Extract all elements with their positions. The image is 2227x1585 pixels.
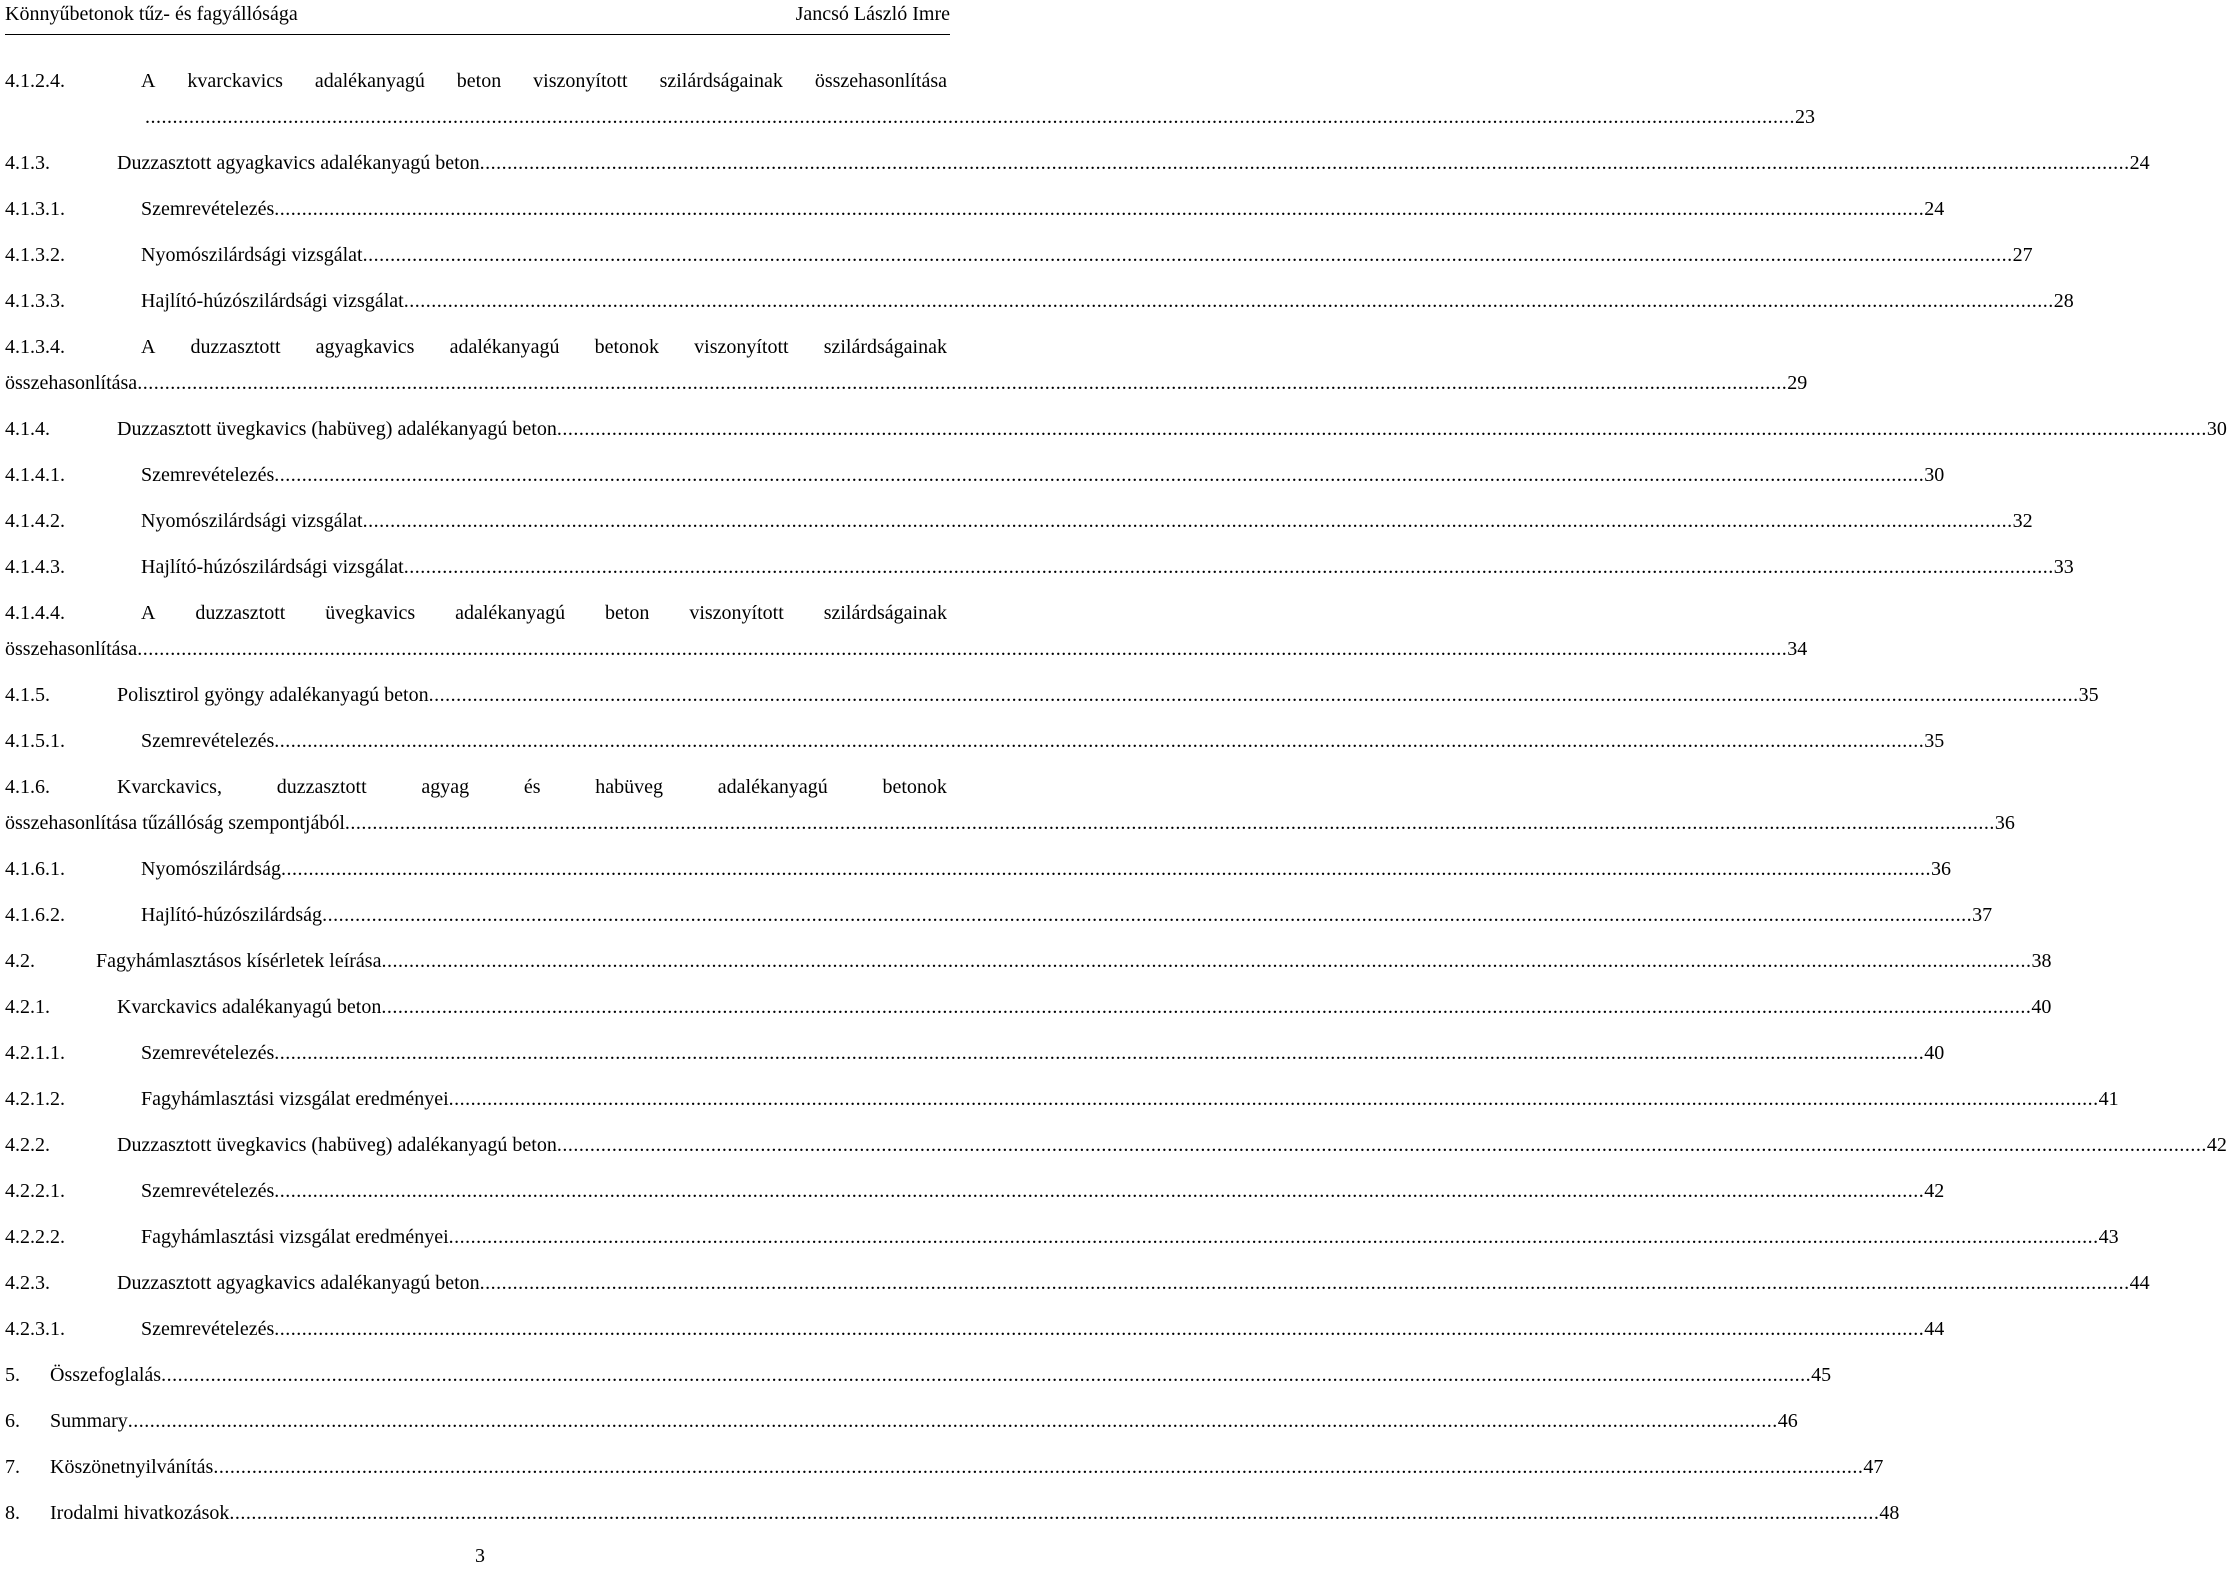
toc-entry[interactable] — [5, 148, 2150, 178]
toc-entry-title-word: kvarckavics — [187, 70, 283, 92]
header-author: Jancsó László Imre — [795, 3, 950, 25]
toc-leader-dots: ............................................................................................................................................................................................................................................................................................................ — [556, 1134, 2207, 1156]
toc-entry-page: 40 — [2031, 996, 2052, 1018]
toc-entry-number: 4.1.4.3. — [5, 556, 65, 578]
toc-entry-page: 36 — [1930, 858, 1951, 880]
toc-leader-dots: ............................................................................................................................................................................................................................................................................................................ — [403, 290, 2054, 312]
toc-leader-dots: ............................................................................................................................................................................................................................................................................................................ — [322, 904, 1973, 926]
toc-entry-title: Szemrevételezés — [141, 730, 275, 752]
toc-entry-title: Summary — [50, 1410, 128, 1432]
toc-leader-dots: ............................................................................................................................................................................................................................................................................................................ — [428, 684, 2079, 706]
toc-entry-title-word: A — [141, 336, 156, 358]
toc-entry-title: Szemrevételezés — [141, 1180, 275, 1202]
toc-entry-title-word: beton — [456, 70, 502, 92]
toc-entry-title: Nyomószilárdság — [141, 858, 281, 880]
toc-entry-title-continuation: összehasonlítása — [5, 638, 138, 660]
toc-entry-number: 4.1.4. — [5, 418, 50, 440]
toc-entry[interactable] — [5, 1498, 1900, 1528]
toc-entry-number: 4.2.2. — [5, 1134, 50, 1156]
toc-entry-title: Nyomószilárdsági vizsgálat — [141, 244, 363, 266]
toc-entry[interactable] — [5, 286, 2074, 316]
toc-leader-dots: ............................................................................................................................................................................................................................................................................................................ — [161, 1364, 1812, 1386]
toc-entry-number: 4.1.5. — [5, 684, 50, 706]
toc-entry-title-word: üvegkavics — [325, 602, 416, 624]
toc-entry[interactable] — [5, 992, 2052, 1022]
toc-leader-dots: ............................................................................................................................................................................................................................................................................................................ — [274, 730, 1925, 752]
toc-entry[interactable] — [5, 240, 2033, 270]
toc-entry-number: 7. — [5, 1456, 20, 1478]
toc-entry-page: 33 — [2053, 556, 2074, 578]
toc-entry-number: 4.2.2.2. — [5, 1226, 65, 1248]
toc-entry-number: 4.2.2.1. — [5, 1180, 65, 1202]
toc-leader-dots: ............................................................................................................................................................................................................................................................................................................ — [137, 638, 1788, 660]
toc-entry-title-word: összehasonlítása — [814, 70, 947, 92]
toc-leader-dots: ............................................................................................................................................................................................................................................................................................................ — [362, 244, 2013, 266]
toc-leader-dots: ............................................................................................................................................................................................................................................................................................................ — [381, 950, 2032, 972]
toc-entry-title-word: adalékanyagú — [717, 776, 828, 798]
toc-entry[interactable] — [5, 772, 947, 802]
toc-entry[interactable] — [5, 194, 1945, 224]
toc-entry-number: 4.1.6.1. — [5, 858, 65, 880]
toc-entry-title-word: viszonyított — [694, 336, 789, 358]
toc-entry[interactable] — [5, 460, 1945, 490]
toc-entry-title-word: adalékanyagú — [455, 602, 566, 624]
toc-entry-title: Irodalmi hivatkozások — [50, 1502, 230, 1524]
toc-entry-page: 32 — [2012, 510, 2033, 532]
toc-entry-title-word: viszonyított — [689, 602, 784, 624]
toc-entry-page: 30 — [2206, 418, 2227, 440]
toc-leader-dots: ............................................................................................................................................................................................................................................................................................................ — [229, 1502, 1880, 1524]
toc-entry-title: Fagyhámlasztási vizsgálat eredményei — [141, 1226, 449, 1248]
toc-entry-title: Szemrevételezés — [141, 198, 275, 220]
toc-entry-title-word: Kvarckavics, — [117, 776, 222, 798]
toc-entry-number: 6. — [5, 1410, 20, 1432]
toc-entry-title-word: szilárdságainak — [823, 336, 947, 358]
toc-entry-title-word: A — [141, 602, 156, 624]
toc-entry-title — [141, 332, 947, 362]
toc-entry[interactable] — [5, 1452, 1884, 1482]
toc-entry-title-word: adalékanyagú — [314, 70, 425, 92]
toc-leader-dots: ............................................................................................................................................................................................................................................................................................................ — [448, 1226, 2099, 1248]
toc-entry[interactable] — [5, 900, 1993, 930]
toc-entry-page: 44 — [1924, 1318, 1945, 1340]
toc-entry-page: 23 — [1795, 106, 1815, 128]
toc-entry-number: 4.1.4.2. — [5, 510, 65, 532]
toc-entry-number: 4.1.6.2. — [5, 904, 65, 926]
toc-leader-dots: ............................................................................................................................................................................................................................................................................................................ — [479, 1272, 2130, 1294]
toc-entry-number: 4.1.5.1. — [5, 730, 65, 752]
toc-entry-title-word: és — [523, 776, 541, 798]
toc-entry-number: 4.2.1.2. — [5, 1088, 65, 1110]
toc-entry[interactable] — [5, 332, 947, 362]
toc-entry-title-word: agyagkavics — [315, 336, 415, 358]
toc-entry-page: 42 — [2206, 1134, 2227, 1156]
toc-leader-dots: ............................................................................................................................................................................................................................................................................................................ — [274, 1318, 1925, 1340]
toc-entry-number: 4.1.3.1. — [5, 198, 65, 220]
toc-leader-dots: ............................................................................................................................................................................................................................................................................................................ — [274, 1180, 1925, 1202]
toc-leader-dots: ............................................................................................................................................................................................................................................................................................................ — [274, 1042, 1925, 1064]
toc-entry-page: 24 — [2129, 152, 2150, 174]
toc-entry[interactable] — [5, 726, 1945, 756]
toc-entry-title: Duzzasztott agyagkavics adalékanyagú beton — [117, 152, 480, 174]
toc-entry-title: Hajlító-húzószilárdság — [141, 904, 323, 926]
toc-entry-page: 24 — [1924, 198, 1945, 220]
toc-leader-dots: ............................................................................................................................................................................................................................................................................................................ — [556, 418, 2207, 440]
toc-entry-title-word: beton — [604, 602, 650, 624]
toc-entry-continuation[interactable] — [5, 102, 1815, 132]
toc-entry-page: 45 — [1811, 1364, 1832, 1386]
toc-leader-dots: ............................................................................................................................................................................................................................................................................................................ — [137, 372, 1788, 394]
toc-entry-title: Fagyhámlasztásos kísérletek leírása — [96, 950, 382, 972]
toc-entry-title-word: habüveg — [595, 776, 664, 798]
toc-entry-page: 40 — [1924, 1042, 1945, 1064]
toc-entry-continuation[interactable] — [5, 634, 1808, 664]
toc-entry[interactable] — [5, 1130, 2227, 1160]
toc-entry-title: Hajlító-húzószilárdsági vizsgálat — [141, 556, 404, 578]
toc-entry-title: Nyomószilárdsági vizsgálat — [141, 510, 363, 532]
toc-entry-title-word: duzzasztott — [190, 336, 281, 358]
toc-entry-title-continuation: összehasonlítása tűzállóság szempontjából — [5, 812, 345, 834]
toc-leader-dots: ............................................................................................................................................................................................................................................................................................................ — [274, 198, 1925, 220]
toc-entry-number: 4.2.1.1. — [5, 1042, 65, 1064]
toc-entry-page: 48 — [1879, 1502, 1900, 1524]
toc-leader-dots: ............................................................................................................................................................................................................................................................................................................ — [448, 1088, 2099, 1110]
toc-leader-dots: ............................................................................................................................................................................................................................................................................................................ — [274, 464, 1925, 486]
toc-entry-title: Polisztirol gyöngy adalékanyagú beton — [117, 684, 429, 706]
toc-entry[interactable] — [5, 552, 2074, 582]
toc-entry-number: 4.2. — [5, 950, 35, 972]
toc-leader-dots: ............................................................................................................................................................................................................................................................................................................ — [213, 1456, 1864, 1478]
toc-entry-title-continuation: összehasonlítása — [5, 372, 138, 394]
toc-entry-number: 4.2.3.1. — [5, 1318, 65, 1340]
toc-entry[interactable] — [5, 1222, 2119, 1252]
toc-entry-number: 5. — [5, 1364, 20, 1386]
toc-entry[interactable] — [5, 1084, 2119, 1114]
toc-entry-number: 4.1.3. — [5, 152, 50, 174]
toc-entry-title: Fagyhámlasztási vizsgálat eredményei — [141, 1088, 449, 1110]
toc-entry-page: 29 — [1787, 372, 1808, 394]
toc-entry-page: 46 — [1777, 1410, 1798, 1432]
toc-entry-number: 4.2.3. — [5, 1272, 50, 1294]
toc-entry-title: Kvarckavics adalékanyagú beton — [117, 996, 382, 1018]
toc-entry-page: 35 — [2078, 684, 2099, 706]
toc-entry-title-word: duzzasztott — [276, 776, 367, 798]
toc-entry[interactable] — [5, 414, 2227, 444]
toc-entry-title-word: adalékanyagú — [449, 336, 560, 358]
toc-leader-dots: ............................................................................................................................................................................................................................................................................................................ — [403, 556, 2054, 578]
toc-leader-dots: ............................................................................................................................................................................................................................................................................................................ — [479, 152, 2130, 174]
toc-entry-page: 42 — [1924, 1180, 1945, 1202]
toc-entry-number: 4.1.4.1. — [5, 464, 65, 486]
toc-leader-dots: ............................................................................................................................................................................................................................................................................................................ — [145, 106, 1795, 128]
toc-entry-number: 4.2.1. — [5, 996, 50, 1018]
toc-entry-page: 34 — [1787, 638, 1808, 660]
toc-entry-title: Duzzasztott üvegkavics (habüveg) adalékanyagú beton — [117, 1134, 557, 1156]
toc-entry-number: 4.1.6. — [5, 776, 50, 798]
toc-entry-page: 36 — [1994, 812, 2015, 834]
toc-entry-number: 4.1.3.4. — [5, 336, 65, 358]
toc-entry-page: 37 — [1972, 904, 1993, 926]
toc-entry[interactable] — [5, 1176, 1945, 1206]
toc-entry[interactable] — [5, 1360, 1832, 1390]
toc-entry[interactable] — [5, 66, 947, 96]
page-header — [5, 0, 950, 35]
toc-entry-title: Köszönetnyilvánítás — [50, 1456, 214, 1478]
toc-entry-title — [141, 598, 947, 628]
toc-entry[interactable] — [5, 1406, 1798, 1436]
toc-entry[interactable] — [5, 1268, 2150, 1298]
toc-entry-title-word: betonok — [594, 336, 660, 358]
toc-entry[interactable] — [5, 680, 2099, 710]
toc-entry-title: Szemrevételezés — [141, 1318, 275, 1340]
toc-leader-dots: ............................................................................................................................................................................................................................................................................................................ — [344, 812, 1995, 834]
toc-entry-title: Szemrevételezés — [141, 464, 275, 486]
toc-entry-page: 28 — [2053, 290, 2074, 312]
toc-entry-page: 27 — [2012, 244, 2033, 266]
toc-entry-page: 35 — [1924, 730, 1945, 752]
toc-entry-page: 44 — [2129, 1272, 2150, 1294]
page-number: 3 — [475, 1545, 485, 1567]
toc-entry[interactable] — [5, 854, 1951, 884]
toc-entry-page: 47 — [1863, 1456, 1884, 1478]
toc-entry[interactable] — [5, 506, 2033, 536]
toc-entry-continuation[interactable] — [5, 368, 1808, 398]
toc-entry-page: 43 — [2098, 1226, 2119, 1248]
toc-entry-title: Szemrevételezés — [141, 1042, 275, 1064]
toc-entry-title-word: szilárdságainak — [823, 602, 947, 624]
toc-entry-title-word: A — [141, 70, 156, 92]
toc-entry-page: 30 — [1924, 464, 1945, 486]
toc-entry-title — [141, 66, 947, 96]
toc-entry[interactable] — [5, 1314, 1945, 1344]
toc-entry-number: 4.1.3.3. — [5, 290, 65, 312]
toc-leader-dots: ............................................................................................................................................................................................................................................................................................................ — [362, 510, 2013, 532]
toc-entry-page: 38 — [2031, 950, 2052, 972]
toc-entry-title-word: viszonyított — [533, 70, 628, 92]
toc-entry-title-word: duzzasztott — [195, 602, 286, 624]
toc-leader-dots: ............................................................................................................................................................................................................................................................................................................ — [381, 996, 2032, 1018]
toc-entry-number: 4.1.4.4. — [5, 602, 65, 624]
toc-entry-number: 8. — [5, 1502, 20, 1524]
toc-entry-title-word: szilárdságainak — [659, 70, 783, 92]
toc-leader-dots: ............................................................................................................................................................................................................................................................................................................ — [280, 858, 1931, 880]
toc-entry-number: 4.1.3.2. — [5, 244, 65, 266]
toc-entry-title: Hajlító-húzószilárdsági vizsgálat — [141, 290, 404, 312]
toc-entry-title-word: agyag — [421, 776, 470, 798]
toc-entry-title: Duzzasztott üvegkavics (habüveg) adalékanyagú beton — [117, 418, 557, 440]
toc-entry-title: Duzzasztott agyagkavics adalékanyagú beton — [117, 1272, 480, 1294]
header-document-title: Könnyűbetonok tűz- és fagyállósága — [5, 3, 298, 25]
toc-entry[interactable] — [5, 946, 2052, 976]
toc-entry[interactable] — [5, 1038, 1945, 1068]
toc-entry-number: 4.1.2.4. — [5, 70, 65, 92]
toc-entry-title — [117, 772, 947, 802]
toc-entry-title-word: betonok — [882, 776, 947, 798]
toc-entry-page: 41 — [2098, 1088, 2119, 1110]
toc-entry-title: Összefoglalás — [50, 1364, 162, 1386]
toc-entry[interactable] — [5, 598, 947, 628]
toc-entry-continuation[interactable] — [5, 808, 2015, 838]
toc-leader-dots: ............................................................................................................................................................................................................................................................................................................ — [127, 1410, 1778, 1432]
